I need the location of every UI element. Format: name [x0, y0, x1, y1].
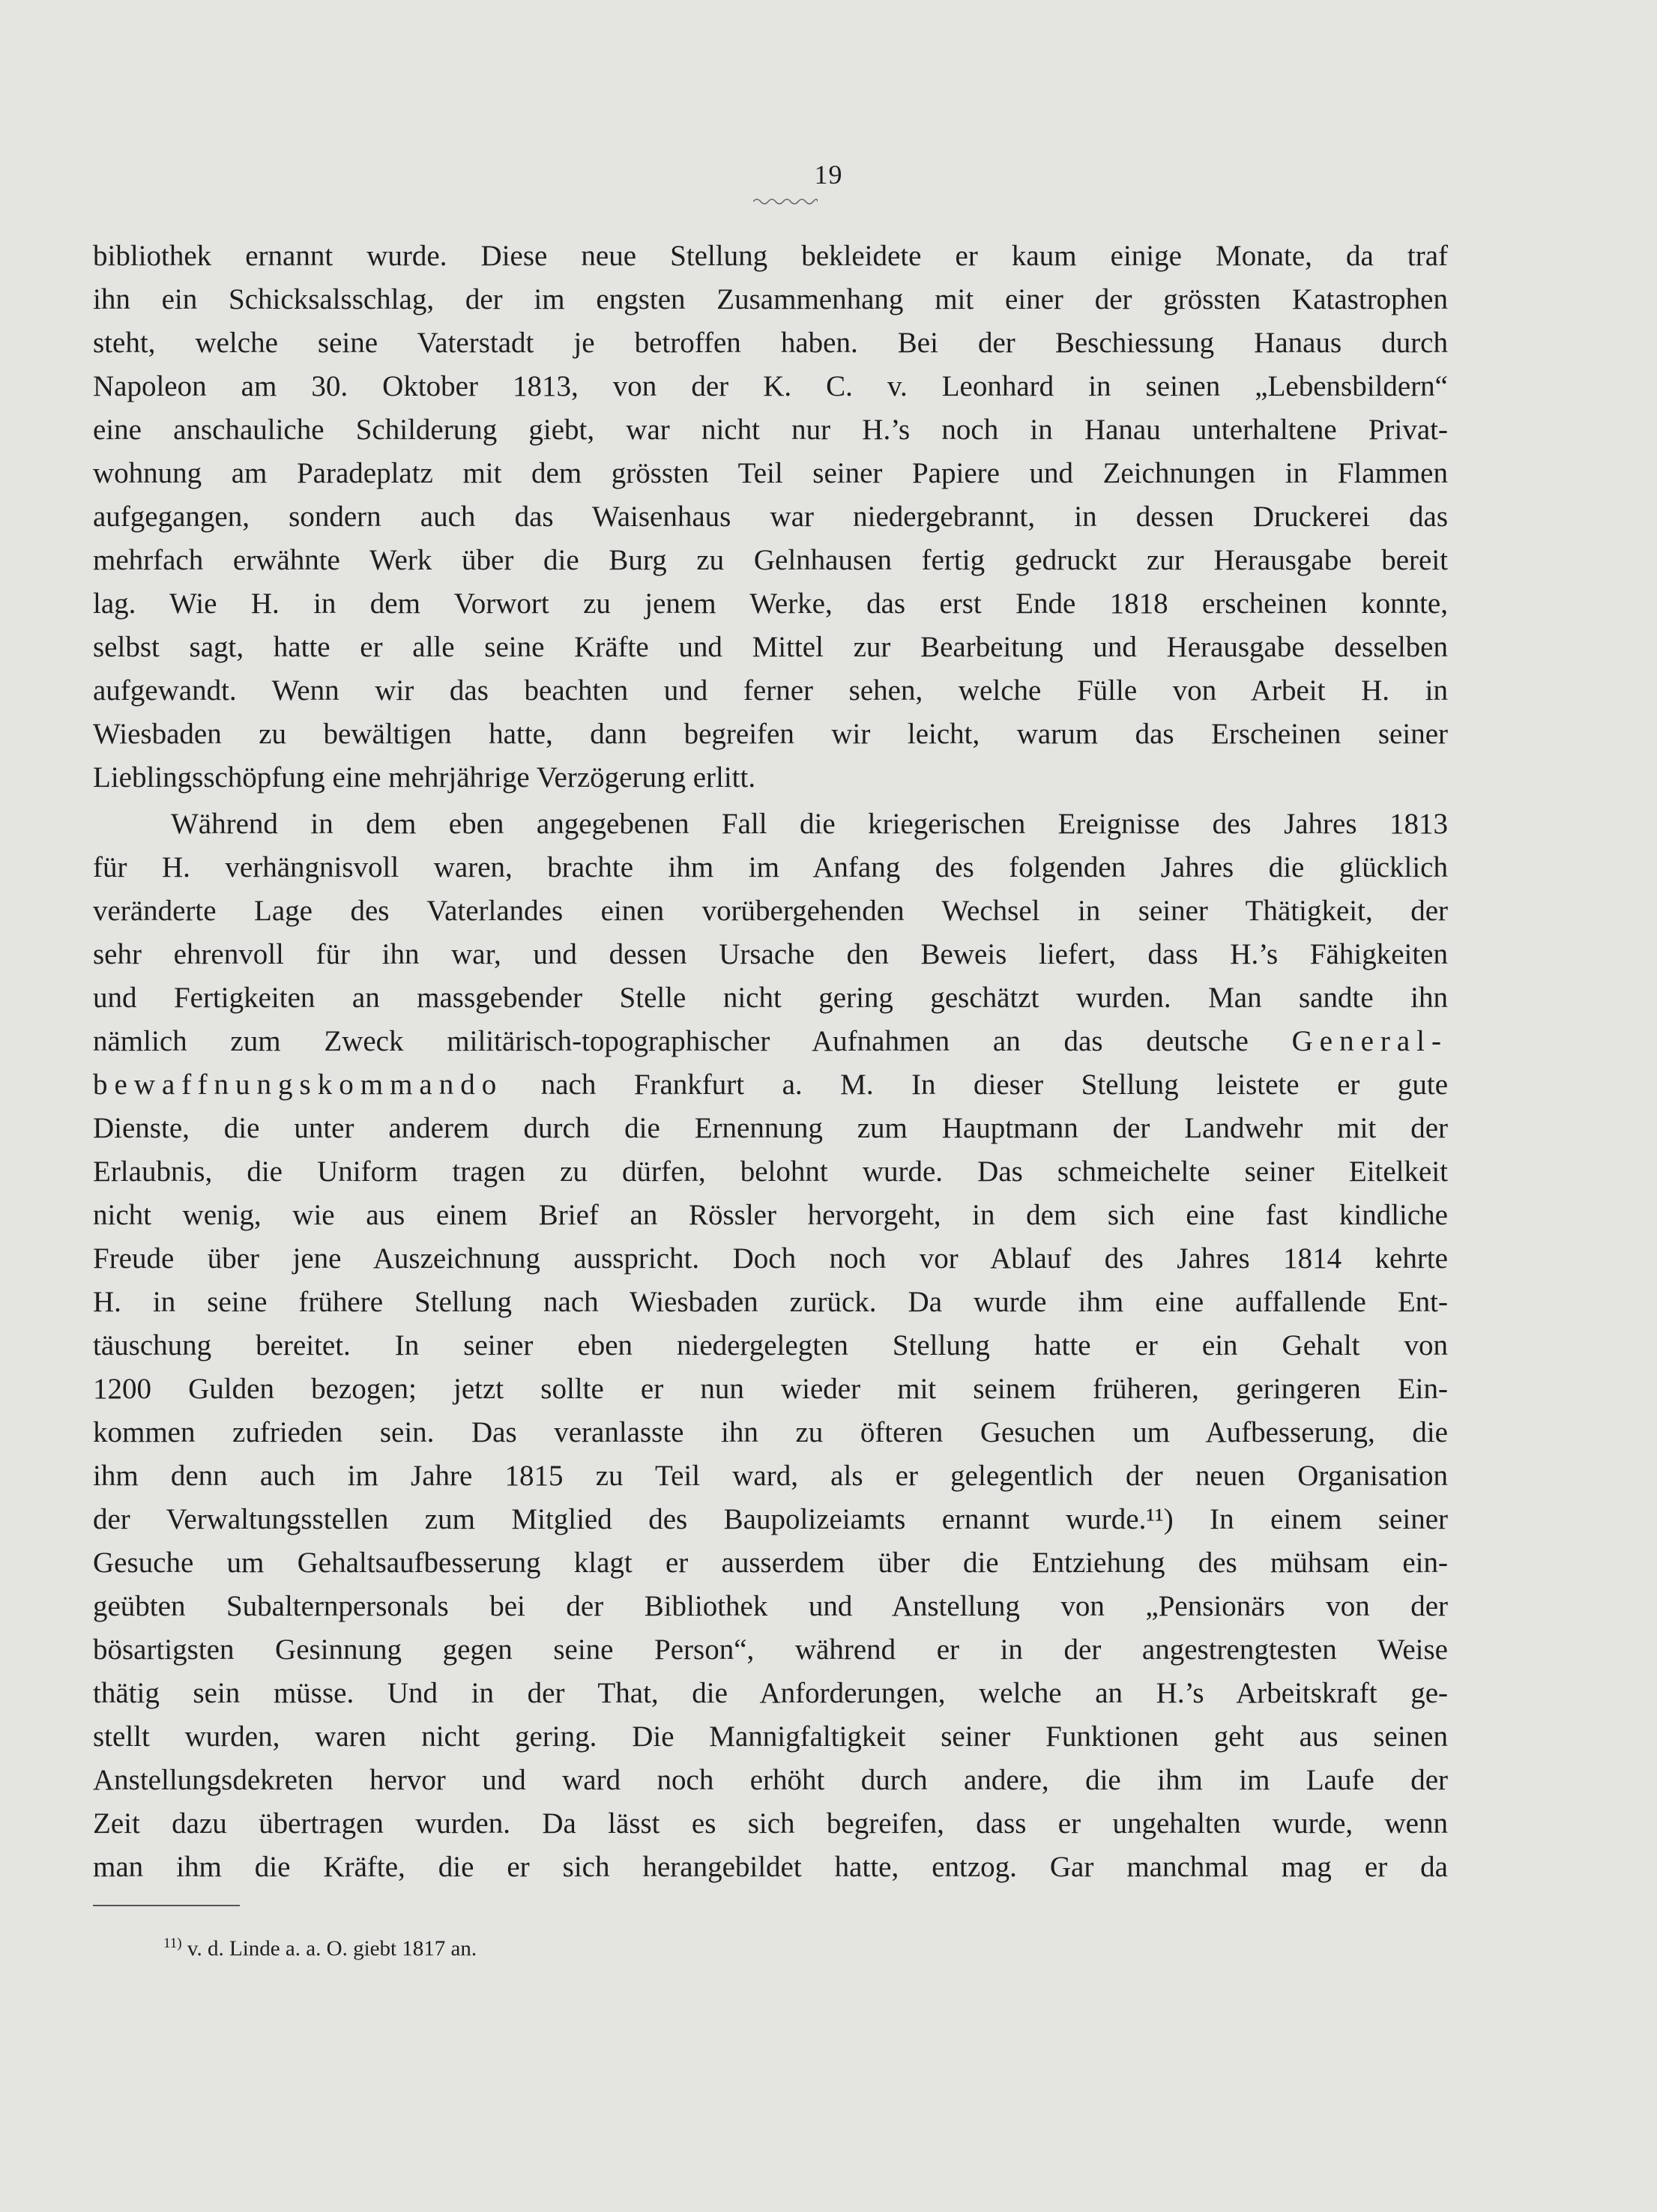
text-line: ihm denn auch im Jahre 1815 zu Teil ward, als er gelegentlich der neuen Organisation	[93, 1460, 1448, 1492]
text-line: Dienste, die unter anderem durch die Ernennung zum Hauptmann der Landwehr mit der	[93, 1112, 1448, 1144]
text-line: für H. verhängnisvoll waren, brachte ihm im Anfang des folgenden Jahres die glücklich	[93, 851, 1448, 883]
text-line: Freude über jene Auszeichnung ausspricht. Doch noch vor Ablauf des Jahres 1814 kehrte	[93, 1242, 1448, 1275]
text-line: sehr ehrenvoll für ihn war, und dessen Ursache den Beweis liefert, dass H.’s Fähigkeiten	[93, 938, 1448, 970]
text-line: Napoleon am 30. Oktober 1813, von der K. C. v. Leonhard in seinen „Lebensbildern“	[93, 370, 1448, 402]
text-line: Wiesbaden zu bewältigen hatte, dann begreifen wir leicht, warum das Erscheinen seiner	[93, 718, 1448, 750]
text-line: bibliothek ernannt wurde. Diese neue Stellung bekleidete er kaum einige Monate, da traf	[93, 240, 1448, 272]
text-line-group	[93, 1021, 1448, 1063]
text-line: Während in dem eben angegebenen Fall die kriegerischen Ereignisse des Jahres 1813	[171, 808, 1448, 840]
text-line: lag. Wie H. in dem Vorwort zu jenem Werke, das erst Ende 1818 erscheinen konnte,	[93, 587, 1448, 620]
text-line: geübten Subalternpersonals bei der Bibliothek und Anstellung von „Pensionärs von der	[93, 1590, 1448, 1622]
text-line: Lieblingsschöpfung eine mehrjährige Verzögerung erlitt.	[93, 761, 756, 794]
text-line: 1200 Gulden bezogen; jetzt sollte er nun wieder mit seinem früheren, geringeren Ein-	[93, 1373, 1448, 1405]
text-line: der Verwaltungsstellen zum Mitglied des Baupolizeiamts ernannt wurde.¹¹) In einem seiner	[93, 1503, 1448, 1535]
text-line: täuschung bereitet. In seiner eben niedergelegten Stellung hatte er ein Gehalt von	[93, 1329, 1448, 1362]
text-line: selbst sagt, hatte er alle seine Kräfte und Mittel zur Bearbeitung und Herausgabe desselben	[93, 631, 1448, 663]
text-line: H. in seine frühere Stellung nach Wiesbaden zurück. Da wurde ihm eine auffallende Ent-	[93, 1286, 1448, 1318]
text-line: eine anschauliche Schilderung giebt, war nicht nur H.’s noch in Hanau unterhaltene Privat-	[93, 414, 1448, 446]
text-line: nicht wenig, wie aus einem Brief an Rössler hervorgeht, in dem sich eine fast kindliche	[93, 1199, 1448, 1231]
footnote	[163, 1929, 477, 1964]
text-line: ihn ein Schicksalsschlag, der im engsten Zusammenhang mit einer der grössten Katastrophen	[93, 283, 1448, 315]
text-line: man ihm die Kräfte, die er sich herangebildet hatte, entzog. Gar manchmal mag er da	[93, 1851, 1448, 1883]
text-line: bösartigsten Gesinnung gegen seine Person“, während er in der angestrengtesten Weise	[93, 1634, 1448, 1666]
text-line: steht, welche seine Vaterstadt je betroffen haben. Bei der Beschiessung Hanaus durch	[93, 327, 1448, 359]
text-line-group	[93, 1064, 1448, 1106]
page-number: 19	[814, 160, 843, 190]
spaced-text-segment: General-	[1291, 1025, 1448, 1057]
text-line: wohnung am Paradeplatz mit dem grössten Teil seiner Papiere und Zeichnungen in Flammen	[93, 457, 1448, 489]
wave-ornament	[753, 196, 818, 207]
footnote-rule	[93, 1905, 240, 1906]
footnote-text: v. d. Linde a. a. O. giebt 1817 an.	[181, 1936, 477, 1961]
text-line: mehrfach erwähnte Werk über die Burg zu Gelnhausen fertig gedruckt zur Herausgabe bereit	[93, 544, 1448, 576]
text-line: stellt wurden, waren nicht gering. Die Mannigfaltigkeit seiner Funktionen geht aus seinen	[93, 1720, 1448, 1753]
text-line: Gesuche um Gehaltsaufbesserung klagt er ausserdem über die Entziehung des mühsam ein-	[93, 1547, 1448, 1579]
text-line: Anstellungsdekreten hervor und ward noch erhöht durch andere, die ihm im Laufe der	[93, 1764, 1448, 1796]
spaced-text-segment: bewaffnungskommando	[93, 1069, 504, 1101]
text-line: und Fertigkeiten an massgebender Stelle nicht gering geschätzt wurden. Man sandte ihn	[93, 982, 1448, 1014]
text-line: veränderte Lage des Vaterlandes einen vorübergehenden Wechsel in seiner Thätigkeit, der	[93, 895, 1448, 927]
text-segment: nämlich zum Zweck militärisch-topographischer Aufnahmen an das deutsche	[93, 1025, 1249, 1057]
text-line: kommen zufrieden sein. Das veranlasste ihn zu öfteren Gesuchen um Aufbesserung, die	[93, 1416, 1448, 1448]
text-line: thätig sein müsse. Und in der That, die Anforderungen, welche an H.’s Arbeitskraft ge-	[93, 1677, 1448, 1709]
text-line: Erlaubnis, die Uniform tragen zu dürfen, belohnt wurde. Das schmeichelte seiner Eitelkeit	[93, 1155, 1448, 1188]
text-line: Zeit dazu übertragen wurden. Da lässt es sich begreifen, dass er ungehalten wurde, wenn	[93, 1807, 1448, 1840]
footnote-mark: 11)	[163, 1936, 182, 1951]
text-line: aufgegangen, sondern auch das Waisenhaus war niedergebrannt, in dessen Druckerei das	[93, 501, 1448, 533]
text-line: aufgewandt. Wenn wir das beachten und ferner sehen, welche Fülle von Arbeit H. in	[93, 674, 1448, 707]
text-segment: nach Frankfurt a. M. In dieser Stellung leistete er gute	[540, 1069, 1449, 1101]
